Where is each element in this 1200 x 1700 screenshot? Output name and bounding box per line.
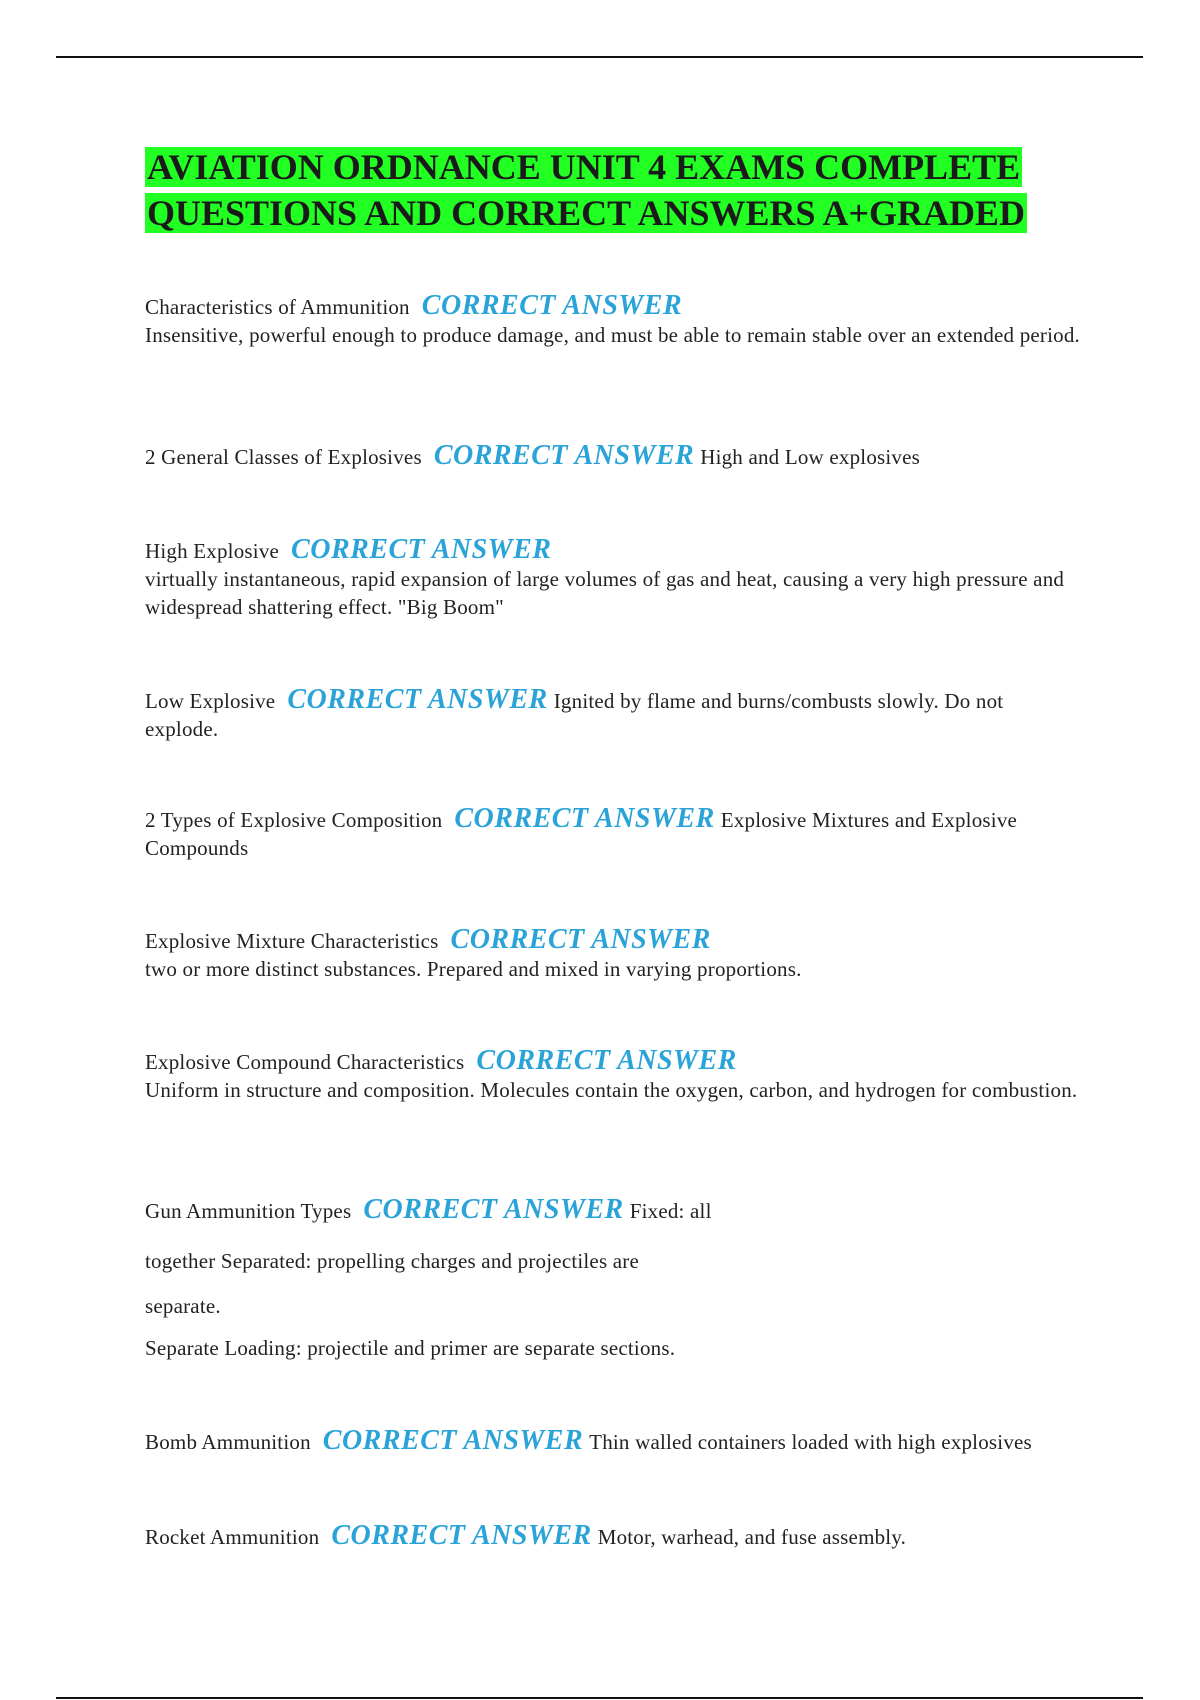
correct-answer-label: CORRECT ANSWER (287, 684, 548, 715)
top-rule (56, 56, 1143, 58)
document-title (145, 144, 1145, 236)
answer-text: Insensitive, powerful enough to produce damage, and must be able to remain stable over an extended period. (145, 323, 1080, 347)
answer-text: Motor, warhead, and fuse assembly. (597, 1525, 907, 1549)
correct-answer-label: CORRECT ANSWER (433, 440, 695, 471)
question-text: Bomb Ammunition (145, 1430, 311, 1454)
question-text: Gun Ammunition Types (145, 1199, 352, 1223)
answer-text: High and Low explosives (700, 445, 921, 469)
qa-item (145, 926, 1080, 983)
correct-answer-label: CORRECT ANSWER (291, 534, 552, 565)
correct-answer-label: CORRECT ANSWER (322, 1425, 584, 1456)
question-text: 2 General Classes of Explosives (145, 445, 422, 469)
correct-answer-label: CORRECT ANSWER (421, 290, 683, 321)
correct-answer-label: CORRECT ANSWER (450, 924, 711, 955)
qa-item (145, 1047, 1080, 1104)
qa-item (145, 1196, 1080, 1362)
question-text: Characteristics of Ammunition (145, 295, 410, 319)
qa-item (145, 1427, 1080, 1456)
qa-item (145, 442, 1080, 471)
question-text: Explosive Mixture Characteristics (145, 929, 439, 953)
qa-item (145, 805, 1080, 862)
correct-answer-label: CORRECT ANSWER (476, 1045, 737, 1076)
correct-answer-label: CORRECT ANSWER (363, 1194, 624, 1225)
answer-text: two or more distinct substances. Prepared and mixed in varying proportions. (145, 957, 802, 981)
answer-text: Ignited by flame and burns/combusts slowly. Do not explode. (145, 689, 1004, 741)
answer-text: Thin walled containers loaded with high explosives (589, 1430, 1032, 1454)
answer-line: together Separated: propelling charges and projectiles are (145, 1249, 640, 1273)
correct-answer-label: CORRECT ANSWER (454, 803, 715, 834)
qa-item (145, 292, 1080, 349)
answer-line: Fixed: all (629, 1199, 712, 1223)
answer-text: Uniform in structure and composition. Molecules contain the oxygen, carbon, and hydrogen for combustion. (145, 1078, 1078, 1102)
answer-line: separate. (145, 1294, 221, 1318)
answer-text: Explosive Mixtures and Explosive Compounds (145, 808, 1018, 860)
qa-item (145, 686, 1080, 743)
qa-item (145, 1522, 1080, 1551)
question-text: High Explosive (145, 539, 280, 563)
title-line-2: QUESTIONS AND CORRECT ANSWERS A+GRADED (147, 193, 1026, 233)
question-text: 2 Types of Explosive Composition (145, 808, 443, 832)
bottom-rule (56, 1697, 1143, 1699)
title-line-1: AVIATION ORDNANCE UNIT 4 EXAMS COMPLETE (147, 147, 1021, 187)
question-text: Rocket Ammunition (145, 1525, 320, 1549)
question-text: Low Explosive (145, 689, 276, 713)
answer-line: Separate Loading: projectile and primer are separate sections. (145, 1336, 676, 1360)
correct-answer-label: CORRECT ANSWER (331, 1520, 592, 1551)
question-text: Explosive Compound Characteristics (145, 1050, 465, 1074)
answer-text: virtually instantaneous, rapid expansion of large volumes of gas and heat, causing a very high pressure and widespread shattering effect. "Big Boom" (145, 567, 1065, 619)
qa-item (145, 536, 1080, 621)
